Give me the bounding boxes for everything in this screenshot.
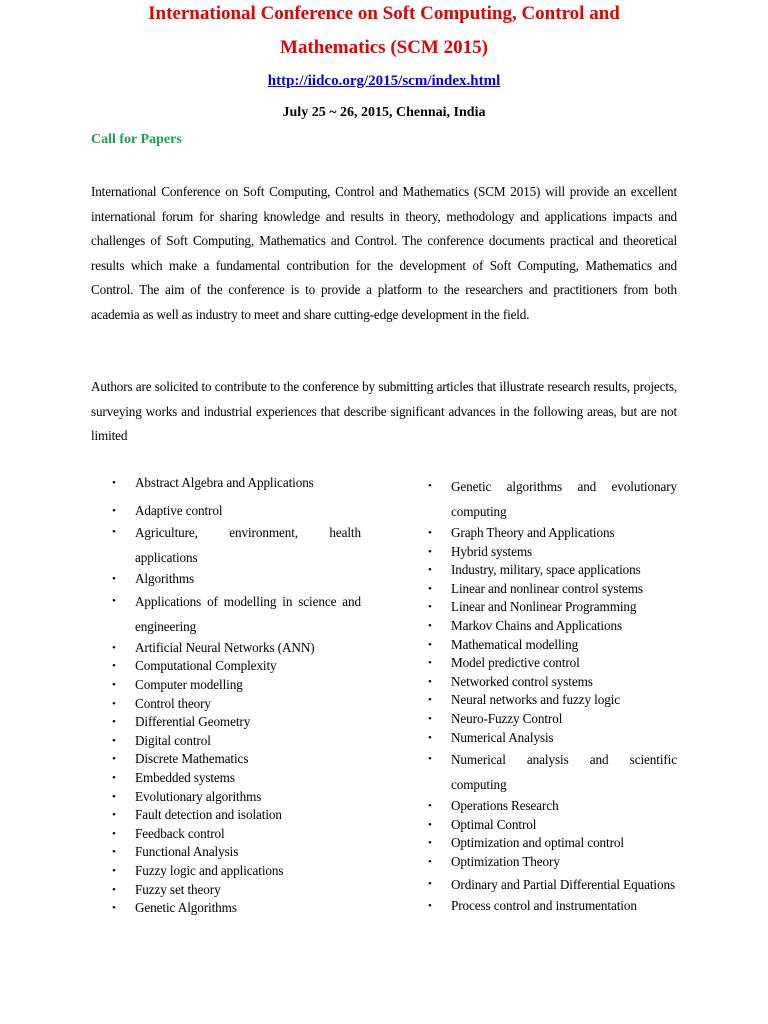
list-item bbox=[407, 797, 677, 816]
list-item bbox=[407, 673, 677, 692]
list-item bbox=[91, 713, 361, 732]
bullet-icon: • bbox=[428, 657, 432, 670]
list-item bbox=[407, 872, 677, 897]
bullet-icon: • bbox=[428, 800, 432, 813]
bullet-icon: • bbox=[112, 827, 116, 840]
topic-text: Differential Geometry bbox=[135, 714, 251, 730]
topic-text: Computer modelling bbox=[135, 676, 243, 692]
bullet-icon: • bbox=[112, 864, 116, 877]
bullet-icon: • bbox=[428, 731, 432, 744]
bullet-icon: • bbox=[112, 809, 116, 822]
bullet-icon: • bbox=[112, 734, 116, 747]
list-item bbox=[407, 654, 677, 673]
bullet-icon: • bbox=[428, 638, 432, 651]
bullet-icon: • bbox=[428, 545, 432, 558]
bullet-icon: • bbox=[112, 790, 116, 803]
bullet-icon: • bbox=[428, 582, 432, 595]
topics-list-right bbox=[407, 474, 677, 915]
call-for-papers-heading: Call for Papers bbox=[91, 132, 182, 147]
list-item bbox=[91, 732, 361, 751]
list-item bbox=[91, 676, 361, 695]
topic-text: Neuro-Fuzzy Control bbox=[451, 710, 563, 726]
topics-list-left bbox=[91, 474, 361, 918]
list-item bbox=[91, 788, 361, 807]
topic-text: Adaptive control bbox=[135, 502, 223, 518]
topic-text: Fault detection and isolation bbox=[135, 807, 282, 823]
topic-text: Operations Research bbox=[451, 798, 559, 814]
topic-text: Graph Theory and Applications bbox=[451, 525, 615, 540]
list-item bbox=[407, 524, 677, 543]
topic-text: Linear and nonlinear control systems bbox=[451, 580, 643, 596]
topic-text: Functional Analysis bbox=[135, 844, 239, 860]
bullet-icon: • bbox=[428, 619, 432, 632]
bullet-icon: • bbox=[112, 883, 116, 896]
bullet-icon: • bbox=[428, 855, 432, 868]
topic-text: Neural networks and fuzzy logic bbox=[451, 692, 621, 708]
bullet-icon: • bbox=[428, 527, 432, 539]
list-item bbox=[407, 897, 677, 916]
topic-text: Optimal Control bbox=[451, 816, 537, 832]
topic-text: Applications of modelling in science and engineering bbox=[135, 593, 361, 634]
bullet-icon: • bbox=[428, 675, 432, 688]
list-item bbox=[91, 502, 361, 521]
bullet-icon: • bbox=[112, 771, 116, 784]
list-item bbox=[407, 747, 677, 797]
list-item bbox=[91, 520, 361, 570]
bullet-icon: • bbox=[428, 601, 432, 614]
list-item bbox=[91, 769, 361, 788]
list-item bbox=[91, 806, 361, 825]
list-item bbox=[407, 729, 677, 748]
bullet-icon: • bbox=[112, 753, 116, 766]
bullet-icon: • bbox=[112, 660, 116, 673]
bullet-icon: • bbox=[428, 837, 432, 850]
list-item bbox=[91, 570, 361, 589]
list-item bbox=[91, 474, 361, 493]
topic-text: Fuzzy set theory bbox=[135, 881, 221, 897]
list-item bbox=[407, 710, 677, 729]
topic-text: Networked control systems bbox=[451, 673, 593, 689]
bullet-icon: • bbox=[428, 694, 432, 707]
title-line-2: Mathematics (SCM 2015) bbox=[280, 37, 488, 58]
bullet-icon: • bbox=[112, 504, 116, 517]
topic-text: Agriculture, environment, health applications bbox=[135, 525, 361, 566]
topic-text: Hybrid systems bbox=[451, 543, 533, 559]
bullet-icon: • bbox=[428, 712, 432, 725]
bullet-icon: • bbox=[112, 573, 116, 586]
topic-text: Discrete Mathematics bbox=[135, 751, 249, 767]
topic-text: Process control and instrumentation bbox=[451, 897, 637, 913]
bullet-icon: • bbox=[428, 564, 432, 577]
topic-text: Artificial Neural Networks (ANN) bbox=[135, 639, 315, 655]
bullet-icon: • bbox=[428, 899, 432, 912]
list-item bbox=[407, 580, 677, 599]
topic-text: Computational Complexity bbox=[135, 658, 277, 674]
topic-text: Industry, military, space applications bbox=[451, 562, 641, 578]
conference-url-link[interactable]: http://iidco.org/2015/scm/index.html bbox=[267, 73, 501, 89]
list-item bbox=[407, 617, 677, 636]
topic-text: Algorithms bbox=[135, 571, 195, 587]
topic-text: Mathematical modelling bbox=[451, 636, 579, 652]
bullet-icon: • bbox=[112, 477, 116, 489]
list-item bbox=[407, 834, 677, 853]
topic-text: Control theory bbox=[135, 695, 211, 711]
topic-text: Optimization Theory bbox=[451, 853, 560, 869]
list-item bbox=[407, 691, 677, 710]
topic-text: Numerical Analysis bbox=[451, 729, 554, 745]
list-item bbox=[407, 543, 677, 562]
topic-text: Evolutionary algorithms bbox=[135, 788, 262, 804]
bullet-icon: • bbox=[112, 641, 116, 654]
list-item bbox=[407, 474, 677, 524]
topic-text: Ordinary and Partial Differential Equations bbox=[451, 876, 675, 892]
list-item bbox=[407, 636, 677, 655]
bullet-icon: • bbox=[112, 902, 116, 915]
list-item bbox=[407, 853, 677, 872]
conference-dates: July 25 ~ 26, 2015, Chennai, India bbox=[282, 105, 486, 120]
bullet-icon: • bbox=[112, 526, 116, 539]
list-item bbox=[91, 825, 361, 844]
list-item bbox=[407, 816, 677, 835]
list-item bbox=[91, 750, 361, 769]
topic-text: Embedded systems bbox=[135, 769, 235, 785]
topic-text: Genetic algorithms and evolutionary computing bbox=[451, 479, 677, 519]
solicit-paragraph: Authors are solicited to contribute to the conference by submitting articles that illustrate research results, projects, surveying works and industrial experiences that describe significant advances in the following areas, but are not limited bbox=[91, 379, 677, 443]
topic-text: Linear and Nonlinear Programming bbox=[451, 599, 637, 615]
list-item bbox=[91, 862, 361, 881]
list-item bbox=[91, 589, 361, 639]
intro-paragraph: International Conference on Soft Computing, Control and Mathematics (SCM 2015) will provide an excellent international forum for sharing knowledge and results in theory, methodology and applications impacts and challenges of Soft Computing, Mathematics and Control. The conference documents practical and theoretical results which make a fundamental contribution for the development of Soft Computing, Mathematics and Control. The aim of the conference is to provide a platform to the researchers and practitioners from both academia as well as industry to meet and share cutting-edge development in the field. bbox=[91, 184, 677, 322]
bullet-icon: • bbox=[428, 818, 432, 831]
bullet-icon: • bbox=[428, 480, 432, 492]
topic-text: Numerical analysis and scientific computing bbox=[451, 752, 677, 793]
list-item bbox=[91, 843, 361, 862]
bullet-icon: • bbox=[112, 678, 116, 691]
list-item bbox=[91, 881, 361, 900]
topic-text: Genetic Algorithms bbox=[135, 900, 237, 916]
bullet-icon: • bbox=[112, 846, 116, 859]
topic-text: Fuzzy logic and applications bbox=[135, 862, 284, 878]
title-line-1: International Conference on Soft Computing, Control and bbox=[148, 3, 620, 24]
list-item bbox=[407, 561, 677, 580]
list-item bbox=[91, 899, 361, 918]
bullet-icon: • bbox=[112, 594, 116, 607]
topic-text: Feedback control bbox=[135, 825, 225, 841]
list-item bbox=[91, 695, 361, 714]
bullet-icon: • bbox=[112, 716, 116, 729]
bullet-icon: • bbox=[428, 753, 432, 766]
bullet-icon: • bbox=[428, 877, 432, 890]
topic-text: Digital control bbox=[135, 732, 211, 748]
list-item bbox=[407, 598, 677, 617]
topic-text: Markov Chains and Applications bbox=[451, 617, 622, 633]
list-item bbox=[91, 639, 361, 658]
topic-text: Abstract Algebra and Applications bbox=[135, 475, 314, 490]
list-item bbox=[91, 657, 361, 676]
topic-text: Optimization and optimal control bbox=[451, 835, 624, 851]
topic-text: Model predictive control bbox=[451, 655, 580, 671]
bullet-icon: • bbox=[112, 697, 116, 710]
